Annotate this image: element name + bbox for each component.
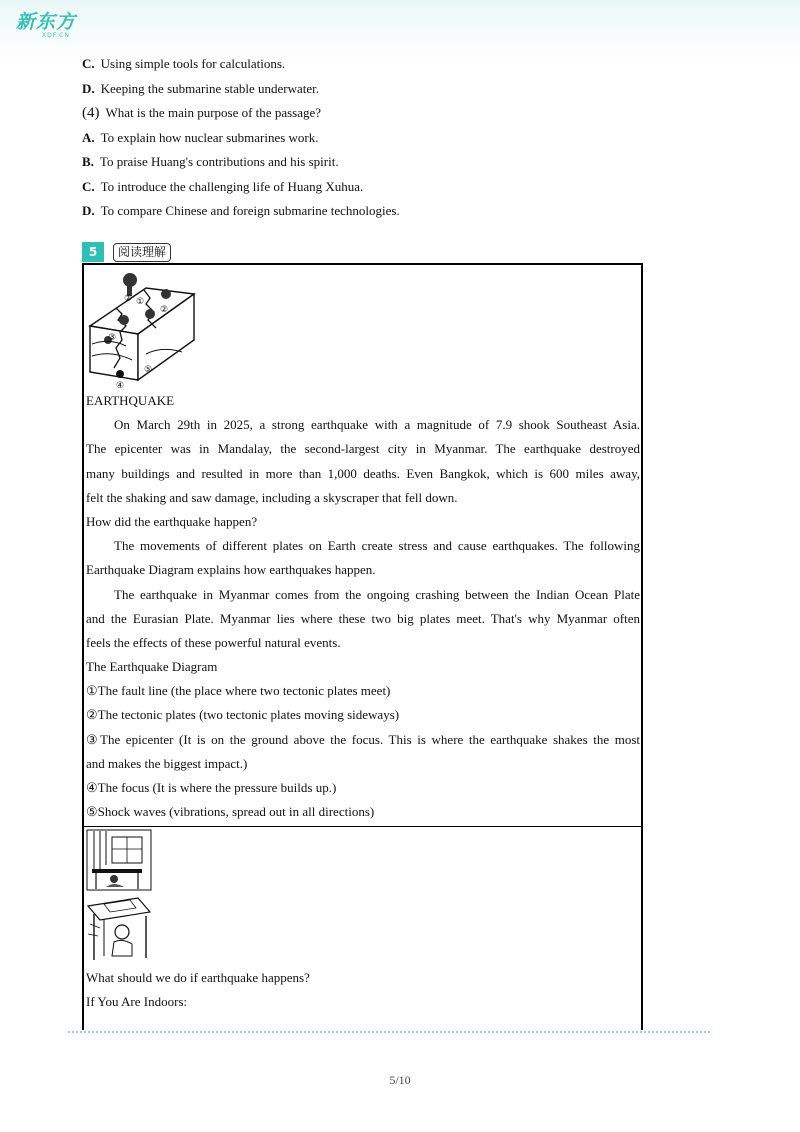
- question-options-block: [82, 52, 682, 224]
- child-under-table-illustration: [86, 894, 152, 964]
- diagram-item: ⑤Shock waves (vibrations, spread out in all directions): [86, 804, 375, 820]
- option-text: Using simple tools for calculations.: [100, 56, 286, 71]
- choice-text: To introduce the challenging life of Huang Xuhua.: [100, 178, 364, 194]
- question-number: (4): [82, 105, 100, 121]
- choice-a: [82, 126, 682, 151]
- footer-dotted-rule: [68, 1031, 710, 1033]
- diagram-item: ②The tectonic plates (two tectonic plates moving sideways): [86, 707, 400, 723]
- section-number-badge: 5: [82, 242, 104, 262]
- choice-text: To compare Chinese and foreign submarine technologies.: [100, 203, 400, 218]
- diagram-item: ①The fault line (the place where two tectonic plates meet): [86, 683, 391, 699]
- paragraph-3-line: feels the effects of these powerful natural events.: [86, 634, 341, 650]
- paragraph-2-line: Earthquake Diagram explains how earthquakes happen.: [86, 562, 376, 578]
- diagram-heading: The Earthquake Diagram: [86, 659, 218, 675]
- section-tag: 阅读理解: [113, 243, 171, 262]
- diagram-item: ④The focus (It is where the pressure builds up.): [86, 780, 337, 795]
- passage-title: EARTHQUAKE: [86, 393, 175, 408]
- choice-c: [82, 175, 682, 200]
- diagram-label-3: ③: [108, 333, 117, 343]
- page-number: 5/10: [389, 1073, 411, 1087]
- diagram-label-5: ⑤: [144, 365, 153, 375]
- paragraph-1-line: On March 29th in 2025, a strong earthquake with a magnitude of 7.9 shook Southeast Asia.: [114, 417, 640, 433]
- diagram-item: and makes the biggest impact.): [86, 755, 248, 771]
- option-text: Keeping the submarine stable underwater.: [100, 80, 320, 96]
- passage-divider: [82, 826, 643, 827]
- diagram-item: ③The epicenter (It is on the ground above the focus. This is where the earthquake shakes the most: [86, 731, 640, 747]
- paragraph-3-line: The earthquake in Myanmar comes from the ongoing crashing between the Indian Ocean Plate: [114, 586, 640, 602]
- choice-letter: A.: [82, 129, 95, 145]
- question-text: What is the main purpose of the passage?: [105, 105, 322, 120]
- choice-letter: B.: [82, 154, 94, 169]
- question-line: [82, 101, 682, 126]
- subheading-indoors: If You Are Indoors:: [86, 994, 188, 1010]
- passage-body: [86, 389, 640, 824]
- earthquake-diagram-image: [86, 268, 198, 392]
- choice-text: To praise Huang's contributions and his spirit.: [99, 154, 339, 169]
- diagram-label-4: ④: [116, 381, 125, 391]
- logo-text: 新东方: [16, 11, 77, 33]
- paragraph-1-line: felt the shaking and saw damage, including a skyscraper that fell down.: [86, 489, 458, 505]
- option-line: [82, 52, 682, 77]
- xdf-logo: [16, 12, 80, 42]
- diagram-label-1: ①: [136, 297, 145, 307]
- subheading-how: How did the earthquake happen?: [86, 513, 258, 529]
- option-letter: D.: [82, 80, 95, 96]
- paragraph-3-line: and the Eurasian Plate. Myanmar lies where these two big plates meet. That's why Myanmar often: [86, 610, 640, 626]
- option-line: [82, 77, 682, 102]
- option-letter: C.: [82, 56, 95, 71]
- choice-text: To explain how nuclear submarines work.: [100, 129, 319, 145]
- person-under-desk-illustration: [86, 829, 152, 891]
- logo-subtext: XDF.CN: [42, 32, 70, 39]
- choice-letter: D.: [82, 203, 95, 218]
- section-header: [82, 242, 171, 262]
- choice-letter: C.: [82, 178, 95, 194]
- paragraph-1-line: many buildings and resulted in more than 1,000 deaths. Even Bangkok, which is 600 miles away,: [86, 465, 640, 481]
- passage-body-lower: [86, 966, 640, 1014]
- diagram-label-2a: ②: [124, 294, 133, 304]
- paragraph-2-line: The movements of different plates on Earth create stress and cause earthquakes. The following: [114, 538, 640, 554]
- diagram-label-2b: ②: [160, 305, 169, 315]
- subheading-what: What should we do if earthquake happens?: [86, 970, 310, 985]
- choice-b: [82, 150, 682, 175]
- paragraph-1-line: The epicenter was in Mandalay, the second-largest city in Myanmar. The earthquake destroyed: [86, 441, 640, 457]
- choice-d: [82, 199, 682, 224]
